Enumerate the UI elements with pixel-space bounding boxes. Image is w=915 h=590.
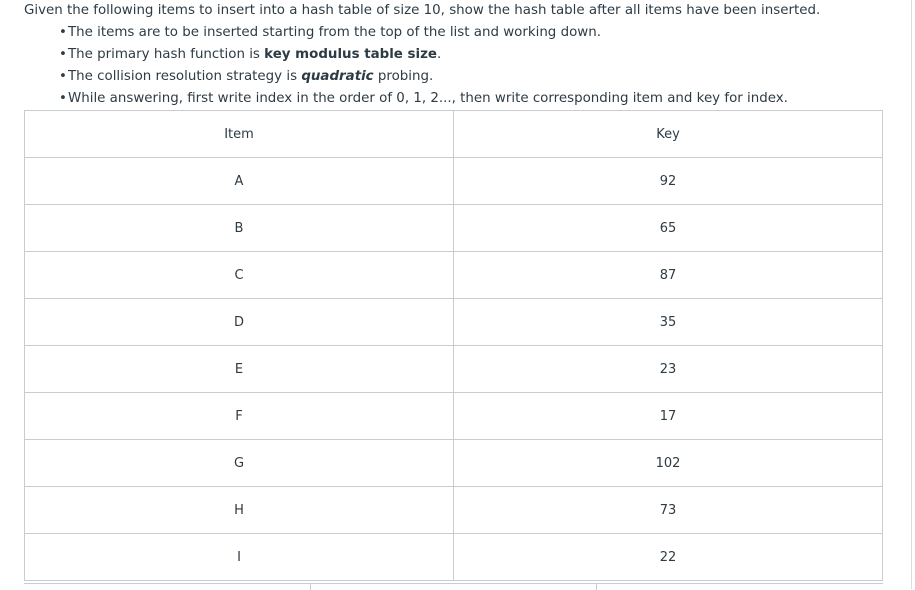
probing-emphasis: quadratic: [301, 69, 374, 84]
key-cell: 22: [454, 534, 883, 581]
item-cell: I: [25, 534, 454, 581]
instruction-text: While answering, first write index in the order of 0, 1, 2..., then write corresponding item and key for index.: [68, 91, 788, 106]
instruction-text: The collision resolution strategy is: [68, 69, 302, 84]
instruction-hash-function: [59, 46, 788, 68]
key-cell: 87: [454, 252, 883, 299]
key-cell: 92: [454, 158, 883, 205]
table-row: [25, 534, 883, 581]
instruction-collision-strategy: [59, 68, 788, 90]
item-cell: G: [25, 440, 454, 487]
key-cell: 73: [454, 487, 883, 534]
item-cell: C: [25, 252, 454, 299]
table-row: [25, 487, 883, 534]
item-cell: B: [25, 205, 454, 252]
item-cell: F: [25, 393, 454, 440]
item-cell: D: [25, 299, 454, 346]
item-cell: H: [25, 487, 454, 534]
key-cell: 102: [454, 440, 883, 487]
key-cell: 17: [454, 393, 883, 440]
key-cell: 23: [454, 346, 883, 393]
hash-function-emphasis: key modulus table size: [264, 47, 437, 62]
instruction-text: .: [437, 47, 442, 62]
column-divider: [596, 584, 597, 590]
item-cell: E: [25, 346, 454, 393]
table-row: [25, 440, 883, 487]
key-cell: 65: [454, 205, 883, 252]
table-row: [25, 252, 883, 299]
items-table: [24, 110, 883, 581]
table-row: [25, 346, 883, 393]
instruction-text: probing.: [373, 69, 434, 84]
column-header-key: Key: [454, 111, 883, 158]
item-cell: A: [25, 158, 454, 205]
instruction-answer-format: [59, 90, 788, 112]
key-cell: 35: [454, 299, 883, 346]
instruction-insert-order: [59, 24, 788, 46]
instruction-text: The primary hash function is: [68, 47, 265, 62]
scroll-edge: [911, 0, 912, 589]
column-divider: [310, 584, 311, 590]
instruction-list: [59, 24, 788, 112]
table-row: [25, 299, 883, 346]
table-row: [25, 393, 883, 440]
table-header-row: [25, 111, 883, 158]
column-header-item: Item: [25, 111, 454, 158]
table-row: [25, 205, 883, 252]
table-row: [25, 158, 883, 205]
instruction-text: The items are to be inserted starting from the top of the list and working down.: [68, 25, 601, 40]
question-intro: Given the following items to insert into a hash table of size 10, show the hash table after all items have been inserted.: [24, 3, 821, 18]
